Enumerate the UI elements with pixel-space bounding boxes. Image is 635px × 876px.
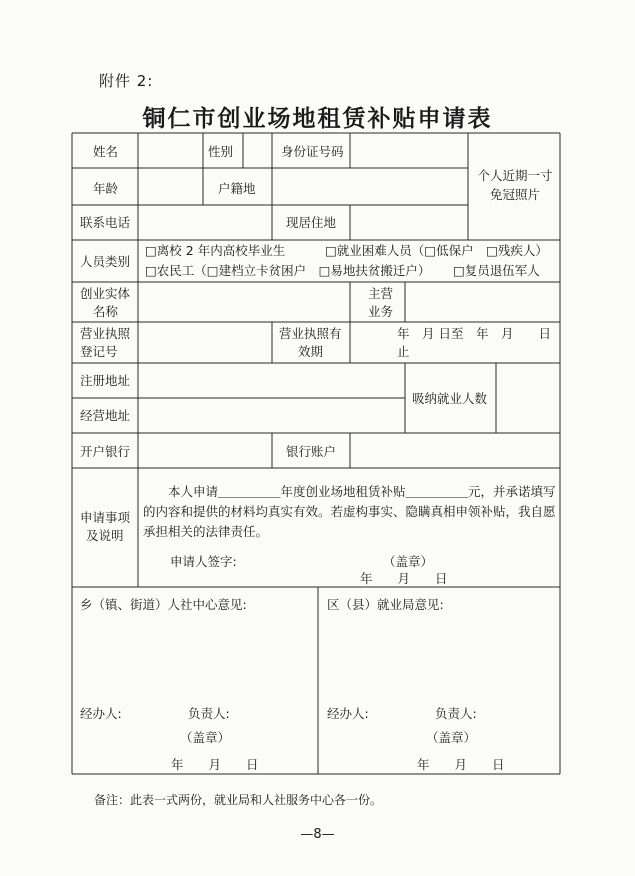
statement-text: 本人申请＿＿＿＿＿年度创业场地租赁补贴＿＿＿＿＿元，并承诺填写的内容和提供的材料均真实有效。若虚构事实、隐瞒真相申领补贴，我自愿承担相关的法律责任。 bbox=[143, 484, 556, 539]
license-label-1: 营业执照 bbox=[80, 326, 131, 341]
residence-label: 现居住地 bbox=[286, 215, 337, 230]
county-seal: （盖章） bbox=[426, 730, 477, 745]
photo-label-line2: 免冠照片 bbox=[489, 187, 540, 202]
town-opinion-label: 乡（镇、街道）人社中心意见: bbox=[80, 597, 247, 612]
county-responsible-label: 负责人: bbox=[435, 706, 477, 721]
age-label: 年龄 bbox=[93, 181, 119, 196]
registered-address-label: 注册地址 bbox=[80, 373, 131, 388]
footer-note: 备注：此表一式两份，就业局和人社服务中心各一份。 bbox=[94, 793, 383, 807]
county-opinion-label: 区（县）就业局意见: bbox=[327, 597, 444, 612]
category-veteran[interactable]: □复员退伍军人 bbox=[453, 263, 540, 278]
statement-label-1: 申请事项 bbox=[80, 510, 131, 525]
hukou-label: 户籍地 bbox=[218, 181, 256, 196]
license-label-2: 登记号 bbox=[80, 344, 118, 359]
photo-label-line1: 个人近期一寸 bbox=[477, 168, 553, 183]
category-label: 人员类别 bbox=[80, 254, 131, 269]
page-number: —8— bbox=[300, 827, 335, 842]
statement-label-2: 及说明 bbox=[86, 528, 124, 543]
bank-label: 开户银行 bbox=[80, 444, 131, 459]
id-number-label: 身份证号码 bbox=[281, 144, 344, 159]
phone-label: 联系电话 bbox=[80, 215, 131, 230]
category-hardship[interactable]: □就业困难人员（□低保户 □残疾人） bbox=[325, 243, 548, 258]
business-label-1: 主营 bbox=[368, 286, 394, 301]
gender-label: 性别 bbox=[208, 144, 234, 159]
applicant-seal: （盖章） bbox=[383, 554, 434, 569]
operating-address-label: 经营地址 bbox=[80, 408, 131, 423]
employees-count-label: 吸纳就业人数 bbox=[412, 391, 488, 406]
account-label: 银行账户 bbox=[286, 444, 337, 459]
category-graduate[interactable]: □离校 2 年内高校毕业生 bbox=[145, 243, 286, 258]
applicant-date: 年 月 日 bbox=[360, 571, 448, 586]
name-label: 姓名 bbox=[93, 144, 119, 159]
county-handler-label: 经办人: bbox=[327, 706, 369, 721]
category-migrant[interactable]: □农民工（□建档立卡贫困户 □易地扶贫搬迁户） bbox=[145, 263, 431, 278]
town-handler-label: 经办人: bbox=[80, 706, 122, 721]
validity-label-2: 效期 bbox=[298, 344, 324, 359]
town-date: 年 月 日 bbox=[171, 757, 259, 772]
attachment-label: 附件 2: bbox=[99, 72, 154, 90]
applicant-signature-label: 申请人签字: bbox=[170, 554, 237, 569]
validity-until: 止 bbox=[397, 344, 410, 359]
town-responsible-label: 负责人: bbox=[188, 706, 230, 721]
form-title: 铜仁市创业场地租赁补贴申请表 bbox=[142, 105, 493, 132]
business-label-2: 业务 bbox=[368, 304, 394, 319]
county-date: 年 月 日 bbox=[417, 757, 505, 772]
validity-label-1: 营业执照有 bbox=[279, 326, 342, 341]
entity-label-1: 创业实体 bbox=[80, 286, 131, 301]
town-seal: （盖章） bbox=[180, 730, 231, 745]
validity-range: 年 月 日至 年 月 日 bbox=[397, 326, 551, 341]
entity-label-2: 名称 bbox=[93, 304, 119, 319]
